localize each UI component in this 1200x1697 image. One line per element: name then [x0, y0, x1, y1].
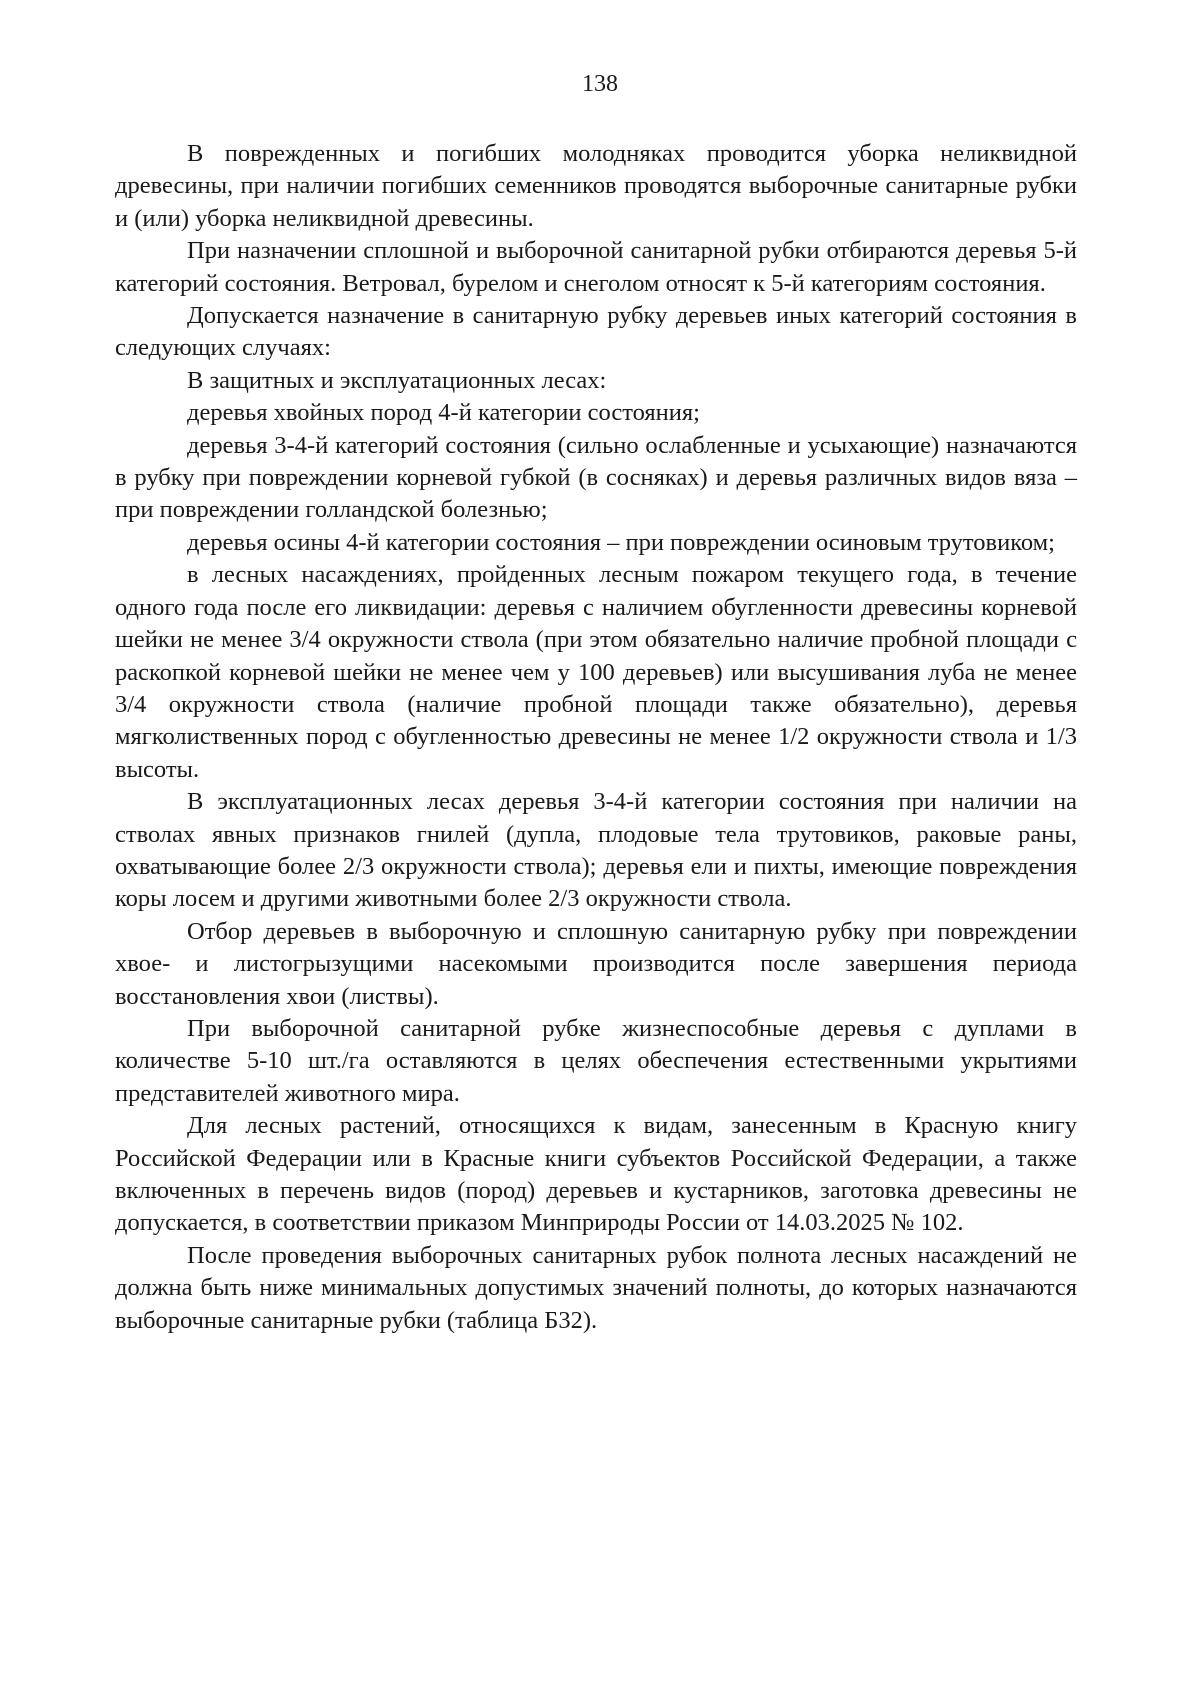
paragraph: В защитных и эксплуатационных лесах: [187, 366, 607, 394]
paragraph: деревья осины 4-й категории состояния – при повреждении осиновым трутовиком; [187, 528, 1055, 556]
paragraph: деревья 3-4-й категорий состояния (сильно ослабленные и усыхающие) назначаются в рубку при повреждении корневой губкой (в сосняках) и деревья различных видов вяза – при повреждении голландской болезнью; [115, 431, 1077, 524]
paragraph: При выборочной санитарной рубке жизнеспособные деревья с дуплами в количестве 5-10 шт./га оставляются в целях обеспечения естественными укрытиями представителей животного мира. [115, 1014, 1077, 1107]
paragraph: После проведения выборочных санитарных рубок полнота лесных насаждений не должна быть ниже минимальных допустимых значений полноты, до которых назначаются выборочные санитарные рубки (таблица Б32). [115, 1241, 1077, 1334]
paragraph: При назначении сплошной и выборочной санитарной рубки отбираются деревья 5-й категорий состояния. Ветровал, бурелом и снеголом относят к 5-й категориям состояния. [115, 237, 1077, 297]
paragraph: В эксплуатационных лесах деревья 3-4-й категории состояния при наличии на стволах явных признаков гнилей (дупла, плодовые тела трутовиков, раковые раны, охватывающие более 2/3 окружности ствола); деревья ели и пихты, имеющие повреждения коры лосем и другими животными более 2/3 окружности ствола. [115, 788, 1077, 913]
body-text [115, 138, 1077, 1337]
paragraph: Допускается назначение в санитарную рубку деревьев иных категорий состояния в следующих случаях: [115, 302, 1077, 362]
paragraph: Отбор деревьев в выборочную и сплошную санитарную рубку при повреждении хвое- и листогрызущими насекомыми производится после завершения периода восстановления хвои (листвы). [115, 917, 1077, 1010]
page-number: 138 [582, 71, 618, 97]
paragraph: деревья хвойных пород 4-й категории состояния; [187, 399, 700, 427]
paragraph: в лесных насаждениях, пройденных лесным пожаром текущего года, в течение одного года после его ликвидации: деревья с наличием обугленности древесины корневой шейки не менее 3/4 окружности ствола (при этом обязательно наличие пробной площади с раскопкой корневой шейки не менее чем у 100 деревьев) или высушивания луба не менее 3/4 окружности ствола (наличие пробной площади также обязательно), деревья мягколиственных пород с обугленностью древесины не менее 1/2 окружности ствола и 1/3 высоты. [115, 561, 1077, 783]
paragraph: В поврежденных и погибших молодняках проводится уборка неликвидной древесины, при наличии погибших семенников проводятся выборочные санитарные рубки и (или) уборка неликвидной древесины. [115, 140, 1077, 232]
paragraph: Для лесных растений, относящихся к видам, занесенным в Красную книгу Российской Федерации или в Красные книги субъектов Российской Федерации, а также включенных в перечень видов (пород) деревьев и кустарников, заготовка древесины не допускается, в соответствии приказом Минприроды России от 14.03.2025 № 102. [115, 1112, 1077, 1237]
